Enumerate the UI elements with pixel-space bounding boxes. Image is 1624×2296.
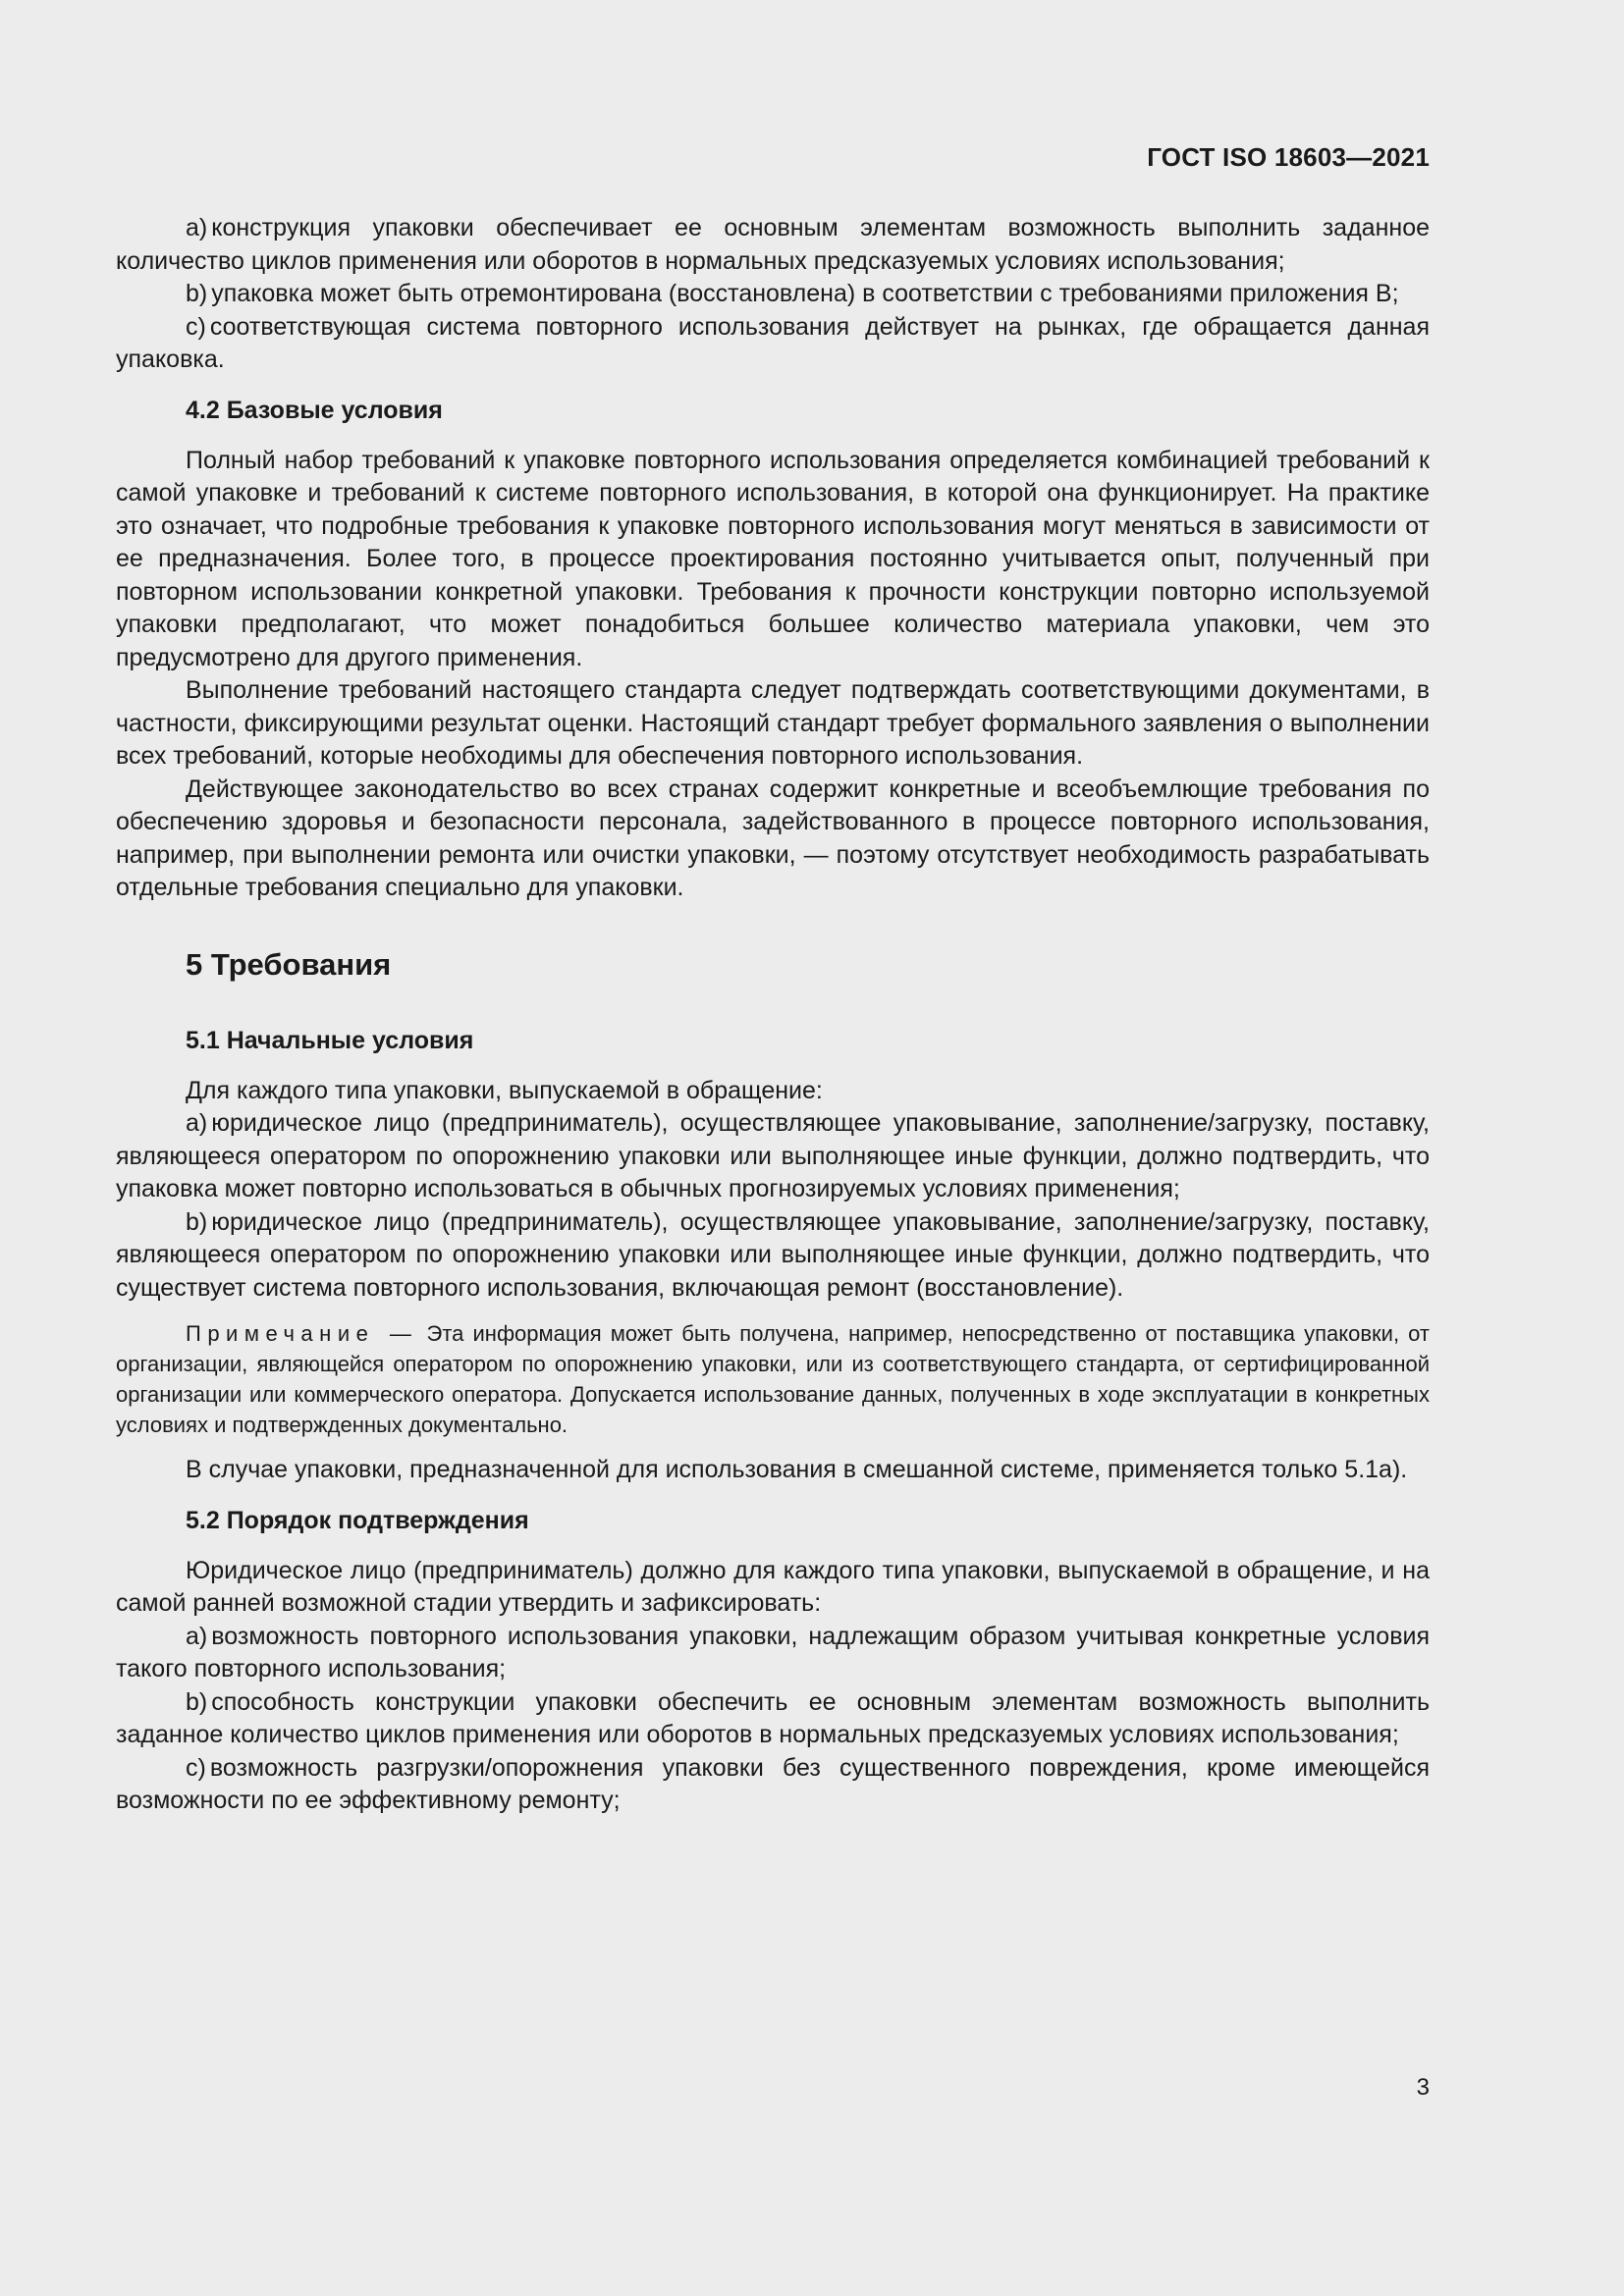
list-item-label: b) bbox=[186, 1687, 208, 1716]
list-item-text: способность конструкции упаковки обеспечить ее основным элементам возможность выполнить заданное количество циклов применения или оборотов в нормальных предсказуемых условиях использования; bbox=[116, 1687, 1430, 1748]
paragraph: Действующее законодательство во всех странах содержит конкретные и всеобъемлющие требования по обеспечению здоровья и безопасности персонала, задействованного в процессе повторного использования, например, при выполнении ремонта или очистки упаковки, — поэтому отсутствует необходимость разрабатывать отдельные требования специально для упаковки. bbox=[116, 774, 1430, 901]
list-item bbox=[116, 1621, 1430, 1686]
document-page bbox=[116, 142, 1430, 1818]
note-text: Эта информация может быть получена, например, непосредственно от поставщика упаковки, от организации, являющейся оператором по опорожнению упаковки, или из соответствующего стандарта, от сертифицированной организации или коммерческого оператора. Допускается использование данных, полученных в ходе эксплуатации в конкретных условиях и подтвержденных документально. bbox=[116, 1321, 1430, 1437]
paragraph: Выполнение требований настоящего стандарта следует подтверждать соответствующими документами, в частности, фиксирующими результат оценки. Настоящий стандарт требует формального заявления о выполнении всех требований, которые необходимы для обеспечения повторного использования. bbox=[116, 676, 1430, 770]
list-item-text: юридическое лицо (предприниматель), осуществляющее упаковывание, заполнение/загрузку, поставку, являющееся оператором по опорожнению упаковки или выполняющее иные функции, должно подтвердить, что существует система повторного использования, включающая ремонт (восстановление). bbox=[116, 1207, 1430, 1302]
note-label: Примечание — bbox=[186, 1321, 418, 1346]
paragraph: Полный набор требований к упаковке повторного использования определяется комбинацией требований к самой упаковке и требований к системе повторного использования, в которой она функционирует. На практике это означает, что подробные требования к упаковке повторного использования могут меняться в зависимости от ее предназначения. Более того, в процессе проектирования постоянно учитывается опыт, полученный при повторном использовании конкретной упаковки. Требования к прочности конструкции повторно используемой упаковки предполагают, что может понадобиться большее количество материала упаковки, чем это предусмотрено для другого применения. bbox=[116, 446, 1430, 671]
section-5-1-title: 5.1 Начальные условия bbox=[186, 1026, 474, 1054]
intro-list bbox=[116, 212, 1430, 377]
section-5-title: 5 Требования bbox=[186, 946, 392, 982]
list-item-label: a) bbox=[186, 214, 208, 241]
list-item-label: a) bbox=[186, 1622, 208, 1650]
list-item bbox=[116, 1752, 1430, 1818]
page-number: 3 bbox=[1416, 2074, 1430, 2101]
list-item bbox=[116, 212, 1430, 278]
list-item-text: возможность разгрузки/опорожнения упаковки без существенного повреждения, кроме имеющейся возможности по ее эффективному ремонту; bbox=[116, 1753, 1430, 1814]
paragraph: Для каждого типа упаковки, выпускаемой в обращение: bbox=[186, 1076, 823, 1104]
list-item-text: возможность повторного использования упаковки, надлежащим образом учитывая конкретные условия такого повторного использования; bbox=[116, 1622, 1430, 1682]
list-item-label: c) bbox=[186, 312, 206, 341]
list-item-text: соответствующая система повторного использования действует на рынках, где обращается данная упаковка. bbox=[116, 312, 1430, 373]
list-item-text: конструкция упаковки обеспечивает ее основным элементам возможность выполнить заданное количество циклов применения или оборотов в нормальных предсказуемых условиях использования; bbox=[116, 214, 1430, 275]
list-item bbox=[116, 1686, 1430, 1752]
list-item-text: упаковка может быть отремонтирована (восстановлена) в соответствии с требованиями приложения B; bbox=[211, 280, 1399, 307]
section-5-2-title: 5.2 Порядок подтверждения bbox=[186, 1506, 529, 1534]
list-item bbox=[116, 278, 1430, 311]
note bbox=[116, 1318, 1430, 1440]
list-item-label: c) bbox=[186, 1753, 206, 1782]
section-4-2-title: 4.2 Базовые условия bbox=[186, 396, 443, 424]
list-item bbox=[116, 1107, 1430, 1206]
paragraph: Юридическое лицо (предприниматель) должно для каждого типа упаковки, выпускаемой в обращение, и на самой ранней возможной стадии утвердить и зафиксировать: bbox=[116, 1556, 1430, 1617]
list-item-label: b) bbox=[186, 280, 208, 307]
list-item-text: юридическое лицо (предприниматель), осуществляющее упаковывание, заполнение/загрузку, поставку, являющееся оператором по опорожнению упаковки или выполняющее иные функции, должно подтвердить, что упаковка может повторно использоваться в обычных прогнозируемых условиях применения; bbox=[116, 1109, 1430, 1202]
standard-code-header: ГОСТ ISO 18603—2021 bbox=[1147, 142, 1430, 172]
list-item-label: a) bbox=[186, 1109, 208, 1137]
paragraph: В случае упаковки, предназначенной для использования в смешанной системе, применяется только 5.1a). bbox=[186, 1456, 1408, 1483]
list-item-label: b) bbox=[186, 1207, 208, 1236]
list-item bbox=[116, 1206, 1430, 1306]
list-item bbox=[116, 311, 1430, 377]
